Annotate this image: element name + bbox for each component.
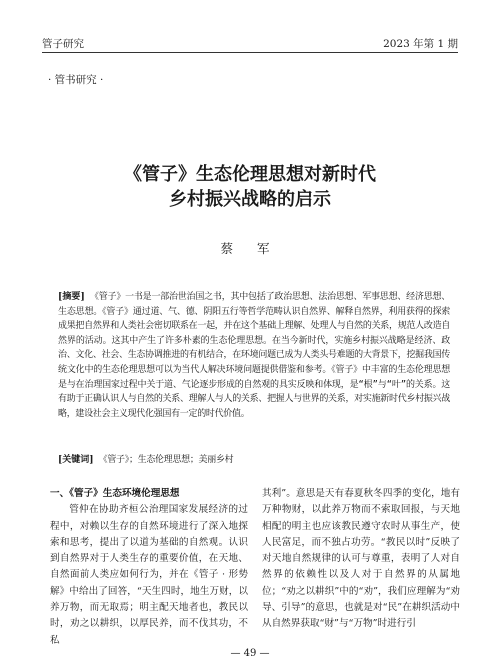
body-paragraph-right: 其利”。意思是天有春夏秋冬四季的变化，地有万种物财，以此养万物而不索取回报，与天地相配的明主也应该教民遵守农时从事生产，使人民富足，而不独占功劳。“教民以时”反映了对天地自然规律的认可与尊重，表明了人对自然界的依赖性以及人对于自然界的从属地位；“劝之以耕织”中的“劝”，我们应理解为“劝导、引导”的意思，也就是对“民”在耕织活动中从自然界获取“财”与“万物”时进行引 [262, 488, 460, 630]
keywords-label: [关键词] [58, 455, 94, 465]
running-header [42, 36, 458, 53]
abstract [58, 290, 450, 421]
article-title-line-1: 《管子》生态伦理思想对新时代 [124, 164, 376, 185]
abstract-text: 《管子》一书是一部治世治国之书，其中包括了政治思想、法治思想、军事思想、经济思想、生态思想。《管子》通过道、气、德、阴阳五行等哲学范畴认识自然界、解释自然界，利用获得的探索成果把自然界和人类社会密切联系在一起，并在这个基础上理解、处理人与自然的关系，规范人改造自然界的活动。这其中产生了许多朴素的生态伦理思想。在当今新时代，实施乡村振兴战略是经济、政治、文化、社会、生态协调推进的有机结合，在环境问题已成为人类头号难题的大背景下，挖掘我国传统文化中的生态伦理思想可以为当代人解决环境问题提供借鉴和参考。《管子》中丰富的生态伦理思想是与在治理国家过程中关于道、气论逐步形成的自然观的具实反映和体现，是“根”与“叶”的关系。这有助于正确认识人与自然的关系、理解人与人的关系、把握人与世界的关系，对实施新时代乡村振兴战略，建设社会主义现代化强国有一定的时代价值。 [58, 292, 450, 419]
keywords-text: 《管子》；生态伦理思想；美丽乡村 [98, 455, 234, 465]
body-column-right [262, 486, 460, 633]
article-title-line-2: 乡村振兴战略的启示 [169, 189, 331, 210]
column-tag: · 管书研究 · [48, 74, 104, 86]
keywords [58, 453, 450, 467]
page-number: — 49 — [230, 648, 270, 659]
journal-name: 管子研究 [42, 38, 84, 50]
abstract-label: [摘要] [58, 292, 85, 302]
body-paragraph-left: 管仲在协助齐桓公治理国家发展经济的过程中，对赖以生存的自然环境进行了深入地探索和思考，提出了以道为基础的自然观。认识到自然界对于人类生存的重要价值，在天地、自然面前人类应如何行为，并在《管子 · 形势解》中给出了回答，“天生四时，地生万财，以养万物，而无取焉；明主配天地者也，教民以时，劝之以耕织，以厚民养，而不伐其功，不私 [50, 504, 248, 646]
body-column-left [50, 486, 248, 649]
section-heading: 一、《管子》生态环境伦理思想 [50, 488, 180, 499]
author-name: 蔡 军 [220, 241, 280, 256]
issue-number: 2023 年第 1 期 [383, 38, 458, 50]
